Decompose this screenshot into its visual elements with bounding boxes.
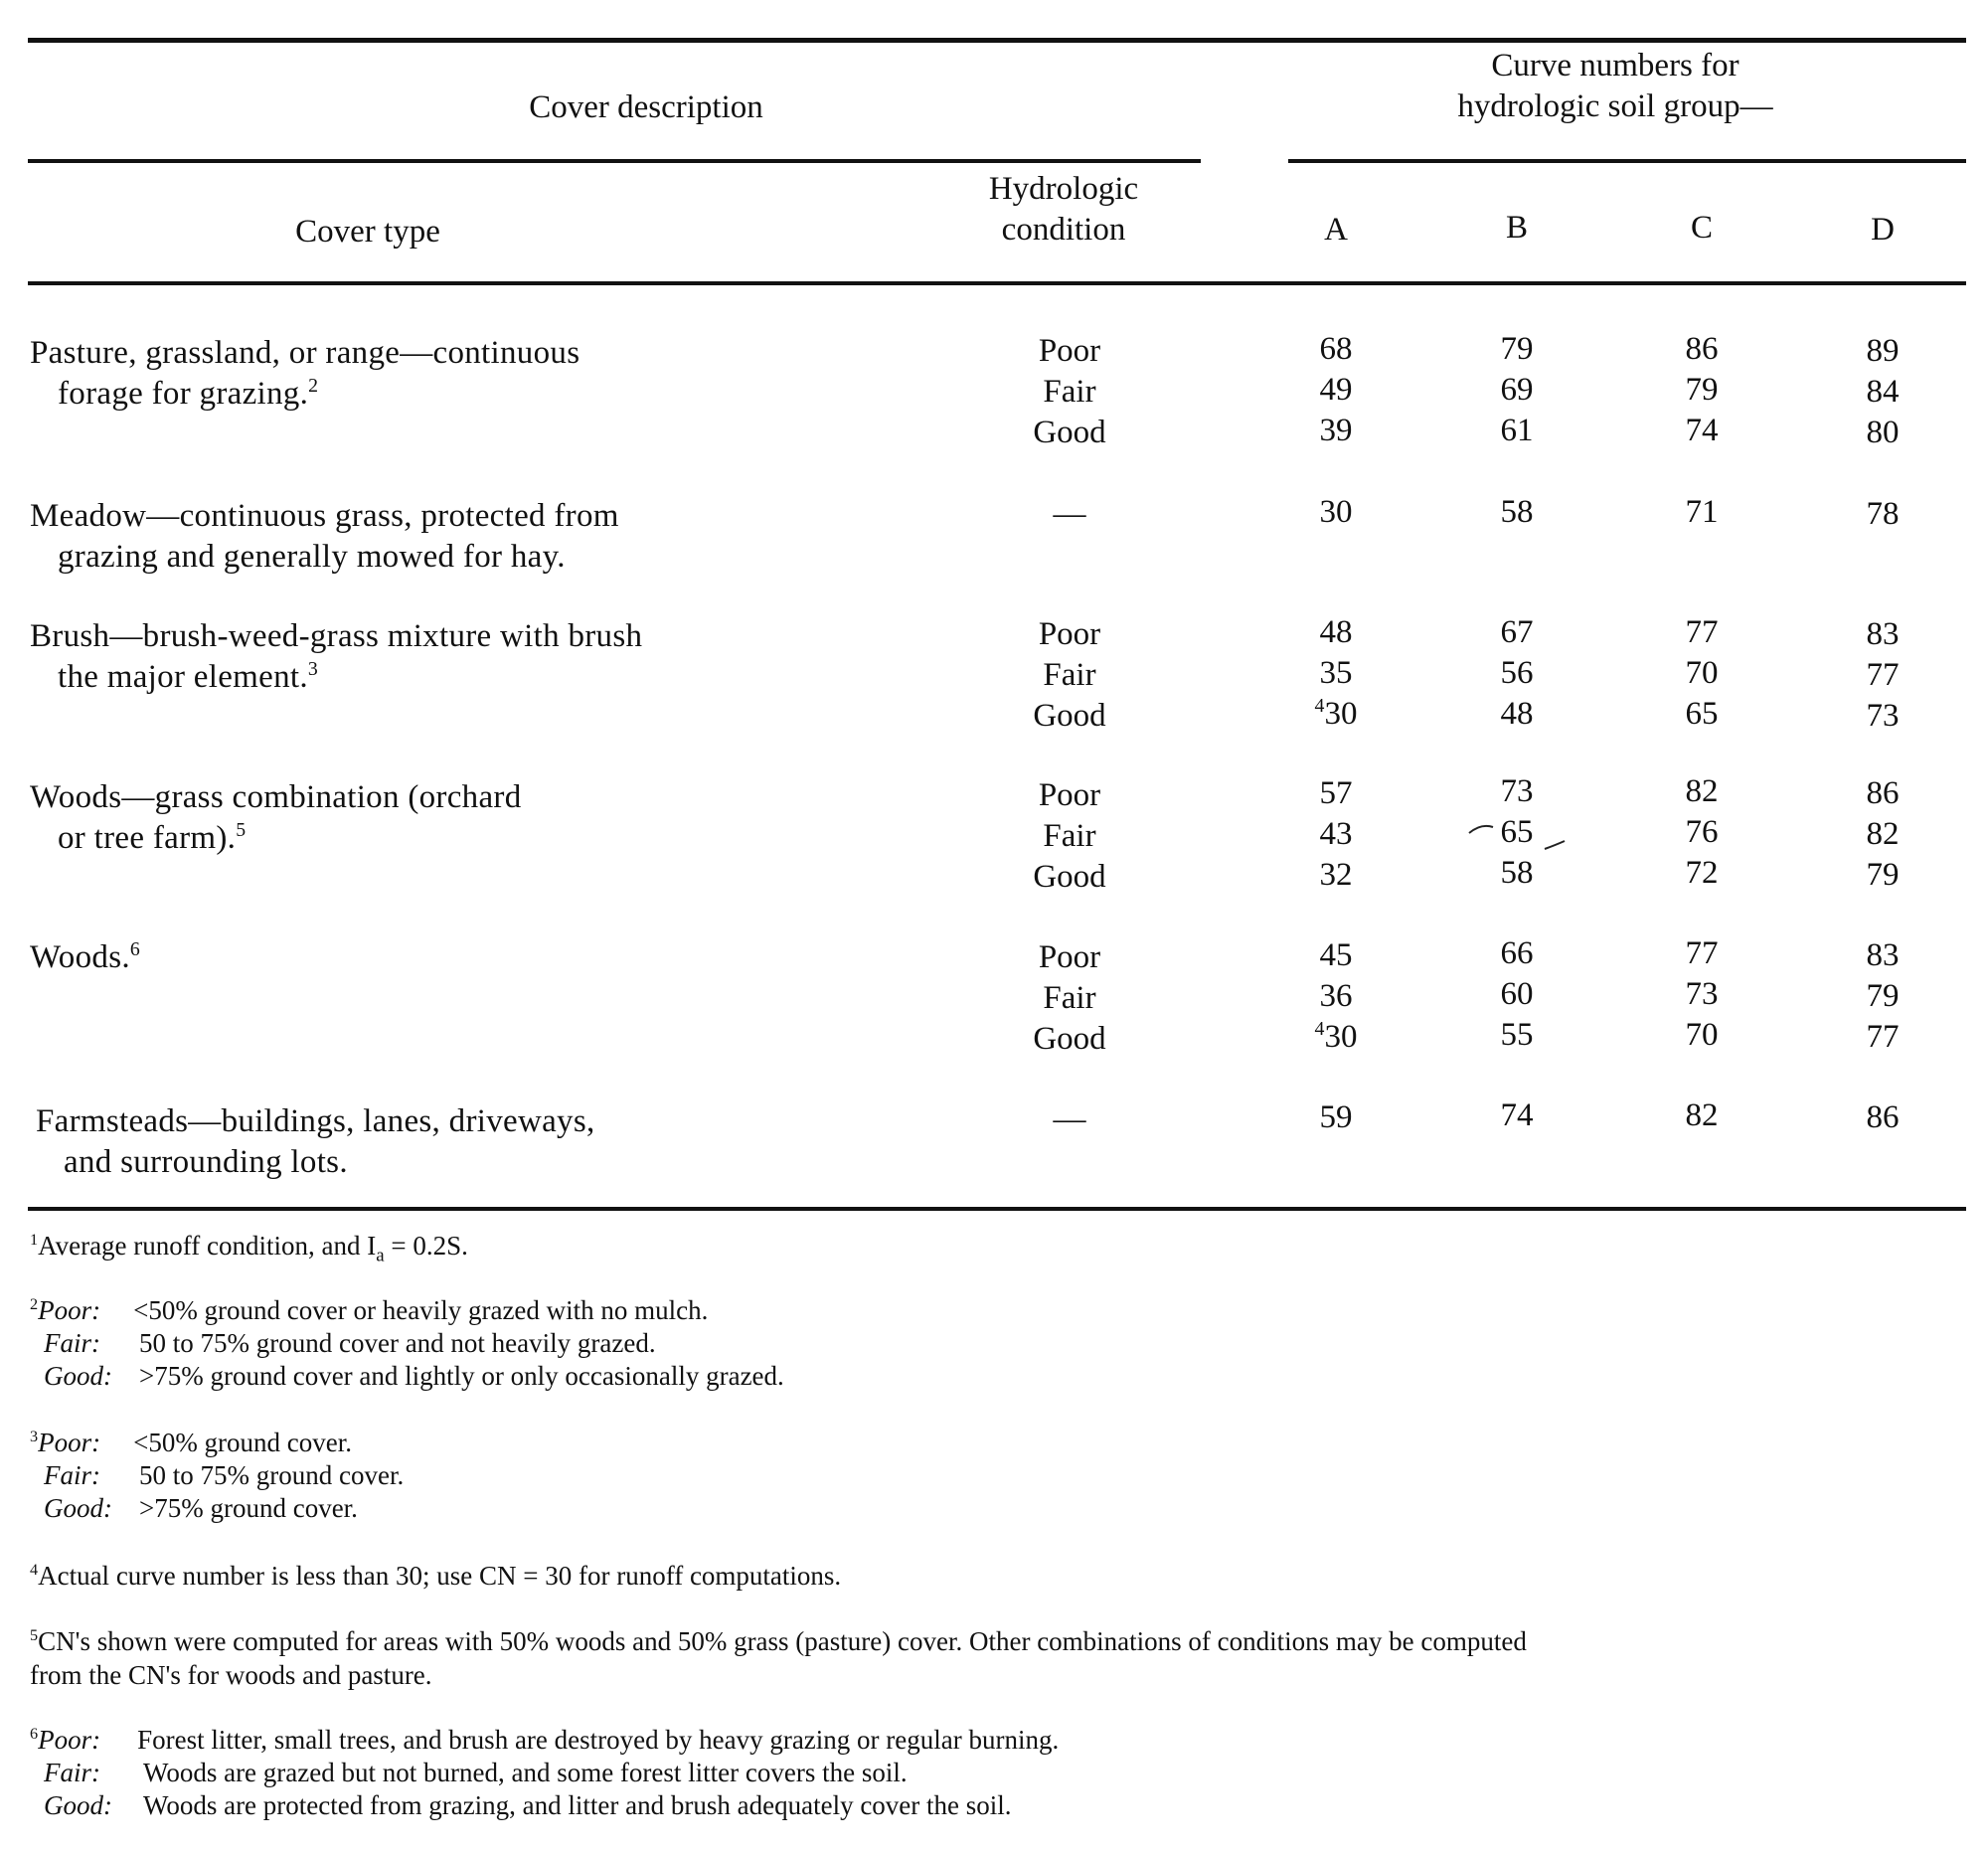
footnote-5-line2: from the CN's for woods and pasture. xyxy=(30,1660,432,1690)
cn-cell-c: 70 xyxy=(1685,1017,1719,1053)
cn-cell-a: 32 xyxy=(1319,857,1353,893)
cover-pasture-line2: forage for grazing.$^2$ xyxy=(58,375,319,412)
cn-cell-d: 89 xyxy=(1866,333,1900,369)
cn-cell-b: 73 xyxy=(1500,773,1534,809)
header-curve-numbers-line2: hydrologic soil group— xyxy=(1457,88,1773,124)
header-bottom-rule xyxy=(28,281,1966,285)
cn-cell-a: 57 xyxy=(1319,775,1353,811)
header-hydrologic: Hydrologic xyxy=(988,171,1139,207)
cn-cell-c: 82 xyxy=(1685,1097,1719,1133)
condition-cell: Poor xyxy=(1038,939,1101,975)
cn-cell-a: 43 xyxy=(1319,816,1353,852)
cover-meadow-line2: grazing and generally mowed for hay. xyxy=(58,539,566,575)
cn-cell-a: 59 xyxy=(1319,1099,1353,1135)
condition-cell: Good xyxy=(1033,1021,1106,1057)
footnote-ref: 4 xyxy=(1314,695,1325,717)
cn-cell-d: 79 xyxy=(1866,978,1900,1014)
cn-cell-d: 86 xyxy=(1866,775,1900,811)
condition-cell: Fair xyxy=(1043,980,1096,1016)
cn-cell-c: 65 xyxy=(1685,696,1719,732)
condition-cell: Fair xyxy=(1043,818,1096,854)
condition-cell: Fair xyxy=(1043,374,1096,410)
cn-cell-a: 45 xyxy=(1319,937,1353,973)
cn-cell-b: 60 xyxy=(1500,976,1534,1012)
top-rule xyxy=(28,38,1966,43)
header-condition: condition xyxy=(1001,212,1126,248)
condition-cell: — xyxy=(1053,496,1086,532)
cn-cell-a: 49 xyxy=(1319,372,1353,408)
cn-cell-d: 83 xyxy=(1866,937,1900,973)
footnote-5: $^5$CN's shown were computed for areas with 50% woods and 50% grass (pasture) cover. Other combinations of conditions may be computed xyxy=(30,1626,1527,1656)
cover-brush: Brush—brush-weed-grass mixture with brush xyxy=(30,618,643,654)
cn-cell-a: 48 xyxy=(1319,614,1353,650)
footnote-6-poor: $^6$Poor: Forest litter, small trees, and brush are destroyed by heavy grazing or regular burning. xyxy=(30,1725,1060,1755)
condition-cell: Poor xyxy=(1038,333,1101,369)
footnote-2-poor: $^2$Poor: <50% ground cover or heavily grazed with no mulch. xyxy=(30,1295,709,1325)
cn-cell-a: $^4$30 xyxy=(1314,1018,1358,1055)
header-cover-type: Cover type xyxy=(295,214,440,250)
footnote-4: $^4$Actual curve number is less than 30; use CN = 30 for runoff computations. xyxy=(30,1561,842,1591)
cover-farmsteads-line2: and surrounding lots. xyxy=(64,1144,348,1180)
cover-woods: Woods.$^6$ xyxy=(30,938,141,975)
cn-cell-b: 55 xyxy=(1500,1017,1534,1053)
cn-cell-b: 58 xyxy=(1500,855,1534,891)
cn-cell-b: 66 xyxy=(1500,935,1534,971)
cover-farmsteads: Farmsteads—buildings, lanes, driveways, xyxy=(36,1103,595,1139)
cn-cell-b: 67 xyxy=(1500,614,1534,650)
footnote-ref: 5 xyxy=(236,819,247,841)
table-bottom-rule xyxy=(28,1207,1966,1211)
cn-cell-c: 79 xyxy=(1685,372,1719,408)
header-col-d: D xyxy=(1871,212,1895,248)
footnote-ref: 3 xyxy=(307,658,319,680)
cn-cell-c: 73 xyxy=(1685,976,1719,1012)
cover-meadow: Meadow—continuous grass, protected from xyxy=(30,498,619,534)
condition-cell: — xyxy=(1053,1101,1086,1137)
cn-cell-b: 65 xyxy=(1500,814,1534,850)
header-col-c: C xyxy=(1690,210,1713,246)
header-cover-description: Cover description xyxy=(529,89,763,125)
cn-cell-b: 79 xyxy=(1500,331,1534,367)
cn-cell-a: 68 xyxy=(1319,331,1353,367)
cn-cell-c: 82 xyxy=(1685,773,1719,809)
condition-cell: Poor xyxy=(1038,777,1101,813)
header-col-b: B xyxy=(1505,210,1528,246)
footnote-2-good: Good: >75% ground cover and lightly or only occasionally grazed. xyxy=(44,1361,784,1391)
cover-brush-line2: the major element.$^3$ xyxy=(58,658,319,695)
cn-cell-c: 77 xyxy=(1685,935,1719,971)
curve-numbers-rule xyxy=(1288,159,1966,163)
cn-cell-a: 36 xyxy=(1319,978,1353,1014)
footnote-ref: 2 xyxy=(308,375,319,397)
cn-cell-b: 56 xyxy=(1500,655,1534,691)
footnote-ref: 4 xyxy=(1314,1018,1325,1040)
cn-cell-b: 48 xyxy=(1500,696,1534,732)
cn-cell-d: 73 xyxy=(1866,698,1900,734)
header-curve-numbers: Curve numbers for xyxy=(1491,48,1740,84)
footnote-2-fair: Fair: 50 to 75% ground cover and not heavily grazed. xyxy=(44,1328,656,1358)
condition-cell: Good xyxy=(1033,698,1106,734)
cn-cell-c: 72 xyxy=(1685,855,1719,891)
condition-cell: Fair xyxy=(1043,657,1096,693)
condition-cell: Good xyxy=(1033,415,1106,450)
cn-cell-b: 58 xyxy=(1500,494,1534,530)
cn-cell-a: $^4$30 xyxy=(1314,695,1358,732)
cn-cell-d: 77 xyxy=(1866,1019,1900,1055)
cn-cell-d: 86 xyxy=(1866,1099,1900,1135)
condition-cell: Good xyxy=(1033,859,1106,895)
cn-cell-a: 30 xyxy=(1319,494,1353,530)
cn-cell-b: 61 xyxy=(1500,413,1534,448)
footnote-3-poor: $^3$Poor: <50% ground cover. xyxy=(30,1428,353,1457)
cn-cell-c: 70 xyxy=(1685,655,1719,691)
condition-cell: Poor xyxy=(1038,616,1101,652)
footnote-1: $^1$Average runoff condition, and $I_a = 0.2S$. xyxy=(30,1231,468,1266)
cn-cell-a: 35 xyxy=(1319,655,1353,691)
cn-cell-d: 84 xyxy=(1866,374,1900,410)
cn-cell-d: 83 xyxy=(1866,616,1900,652)
cn-cell-b: 74 xyxy=(1500,1097,1534,1133)
cn-cell-c: 77 xyxy=(1685,614,1719,650)
cn-cell-d: 82 xyxy=(1866,816,1900,852)
cn-cell-d: 77 xyxy=(1866,657,1900,693)
cover-description-rule xyxy=(28,159,1201,163)
footnote-3-fair: Fair: 50 to 75% ground cover. xyxy=(44,1460,405,1490)
cover-woods-grass-line2: or tree farm).$^5$ xyxy=(58,819,247,856)
footnote-ref: 6 xyxy=(129,938,141,960)
cn-cell-d: 78 xyxy=(1866,496,1900,532)
cn-cell-a: 39 xyxy=(1319,413,1353,448)
header-col-a: A xyxy=(1324,212,1348,248)
cn-cell-b: 69 xyxy=(1500,372,1534,408)
cn-cell-c: 86 xyxy=(1685,331,1719,367)
cn-cell-c: 76 xyxy=(1685,814,1719,850)
footnote-3-good: Good: >75% ground cover. xyxy=(44,1493,358,1523)
handwritten-mark-icon xyxy=(1461,813,1580,863)
cover-pasture: Pasture, grassland, or range—continuous xyxy=(30,335,580,371)
footnote-6-good: Good: Woods are protected from grazing, and litter and brush adequately cover the soil. xyxy=(44,1790,1012,1820)
footnote-6-fair: Fair: Woods are grazed but not burned, and some forest litter covers the soil. xyxy=(44,1758,908,1787)
cn-cell-c: 71 xyxy=(1685,494,1719,530)
cn-cell-c: 74 xyxy=(1685,413,1719,448)
cover-woods-grass: Woods—grass combination (orchard xyxy=(30,779,522,815)
cn-cell-d: 79 xyxy=(1866,857,1900,893)
cn-cell-d: 80 xyxy=(1866,415,1900,450)
